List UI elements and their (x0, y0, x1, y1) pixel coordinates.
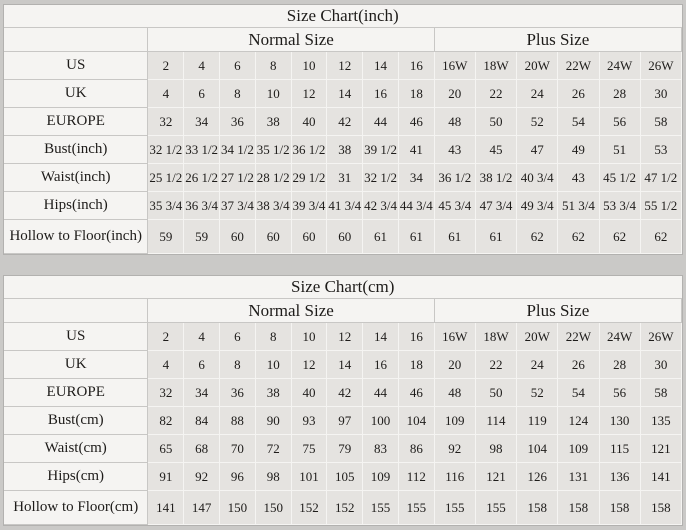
data-cell: 126 (517, 463, 558, 491)
row-header: US (4, 323, 148, 351)
data-cell: 98 (475, 435, 516, 463)
data-cell: 61 (398, 220, 434, 254)
row-header: Hips(inch) (4, 192, 148, 220)
data-cell: 34 (184, 108, 220, 136)
data-cell: 12 (291, 351, 327, 379)
data-cell: 16 (398, 323, 434, 351)
data-cell: 62 (517, 220, 558, 254)
data-cell: 116 (434, 463, 475, 491)
table-title: Size Chart(inch) (4, 5, 682, 28)
table-row (4, 351, 682, 379)
data-cell: 25 1/2 (148, 164, 184, 192)
data-cell: 75 (291, 435, 327, 463)
data-cell: 115 (599, 435, 640, 463)
data-cell: 152 (291, 491, 327, 525)
data-cell: 136 (599, 463, 640, 491)
data-cell: 105 (327, 463, 363, 491)
size-chart-cm-table (4, 276, 682, 525)
data-cell: 8 (255, 323, 291, 351)
data-cell: 48 (434, 108, 475, 136)
data-cell: 22W (558, 323, 599, 351)
table-body (4, 52, 682, 254)
row-header: EUROPE (4, 379, 148, 407)
data-cell: 51 3/4 (558, 192, 599, 220)
data-cell: 47 (517, 136, 558, 164)
data-cell: 4 (148, 80, 184, 108)
data-cell: 53 (640, 136, 681, 164)
data-cell: 8 (255, 52, 291, 80)
data-cell: 6 (220, 323, 256, 351)
data-cell: 51 (599, 136, 640, 164)
data-cell: 91 (148, 463, 184, 491)
data-cell: 62 (599, 220, 640, 254)
data-cell: 18 (398, 80, 434, 108)
data-cell: 44 (363, 379, 399, 407)
data-cell: 58 (640, 108, 681, 136)
data-cell: 36 3/4 (184, 192, 220, 220)
column-groups-row (4, 299, 682, 323)
data-cell: 141 (640, 463, 681, 491)
data-cell: 158 (517, 491, 558, 525)
data-cell: 46 (398, 108, 434, 136)
row-header: UK (4, 80, 148, 108)
table-title: Size Chart(cm) (4, 276, 682, 299)
row-header: Bust(cm) (4, 407, 148, 435)
data-cell: 30 (640, 351, 681, 379)
table-row (4, 323, 682, 351)
data-cell: 38 1/2 (475, 164, 516, 192)
data-cell: 26 (558, 351, 599, 379)
data-cell: 61 (475, 220, 516, 254)
data-cell: 155 (398, 491, 434, 525)
data-cell: 4 (184, 323, 220, 351)
row-header: EUROPE (4, 108, 148, 136)
data-cell: 42 3/4 (363, 192, 399, 220)
data-cell: 58 (640, 379, 681, 407)
row-header: Hips(cm) (4, 463, 148, 491)
data-cell: 100 (363, 407, 399, 435)
data-cell: 20 (434, 80, 475, 108)
data-cell: 84 (184, 407, 220, 435)
data-cell: 39 3/4 (291, 192, 327, 220)
data-cell: 14 (363, 52, 399, 80)
data-cell: 36 1/2 (434, 164, 475, 192)
column-group-plus-size: Plus Size (434, 299, 681, 323)
data-cell: 22 (475, 351, 516, 379)
data-cell: 49 3/4 (517, 192, 558, 220)
table-row (4, 108, 682, 136)
data-cell: 32 (148, 108, 184, 136)
data-cell: 96 (220, 463, 256, 491)
column-groups-row (4, 28, 682, 52)
data-cell: 86 (398, 435, 434, 463)
data-cell: 41 3/4 (327, 192, 363, 220)
data-cell: 20W (517, 323, 558, 351)
row-header: Hollow to Floor(inch) (4, 220, 148, 254)
data-cell: 32 1/2 (363, 164, 399, 192)
column-group-normal-size: Normal Size (148, 299, 434, 323)
data-cell: 22W (558, 52, 599, 80)
corner-cell (4, 28, 148, 52)
data-cell: 10 (255, 351, 291, 379)
data-cell: 36 1/2 (291, 136, 327, 164)
data-cell: 24W (599, 52, 640, 80)
data-cell: 6 (184, 80, 220, 108)
table-body (4, 323, 682, 525)
data-cell: 130 (599, 407, 640, 435)
data-cell: 14 (363, 323, 399, 351)
data-cell: 24 (517, 351, 558, 379)
data-cell: 59 (184, 220, 220, 254)
data-cell: 70 (220, 435, 256, 463)
data-cell: 27 1/2 (220, 164, 256, 192)
data-cell: 28 1/2 (255, 164, 291, 192)
table-row (4, 136, 682, 164)
data-cell: 43 (434, 136, 475, 164)
data-cell: 147 (184, 491, 220, 525)
data-cell: 92 (184, 463, 220, 491)
data-cell: 14 (327, 351, 363, 379)
data-cell: 2 (148, 52, 184, 80)
data-cell: 83 (363, 435, 399, 463)
data-cell: 50 (475, 379, 516, 407)
data-cell: 38 (255, 379, 291, 407)
data-cell: 112 (398, 463, 434, 491)
data-cell: 90 (255, 407, 291, 435)
data-cell: 101 (291, 463, 327, 491)
data-cell: 35 3/4 (148, 192, 184, 220)
size-chart-inch-table (4, 5, 682, 254)
data-cell: 10 (291, 323, 327, 351)
data-cell: 104 (398, 407, 434, 435)
data-cell: 56 (599, 379, 640, 407)
data-cell: 79 (327, 435, 363, 463)
data-cell: 16 (398, 52, 434, 80)
data-cell: 10 (255, 80, 291, 108)
data-cell: 43 (558, 164, 599, 192)
data-cell: 109 (363, 463, 399, 491)
data-cell: 93 (291, 407, 327, 435)
data-cell: 36 (220, 108, 256, 136)
data-cell: 12 (327, 323, 363, 351)
row-header: Waist(inch) (4, 164, 148, 192)
data-cell: 12 (327, 52, 363, 80)
data-cell: 31 (327, 164, 363, 192)
data-cell: 60 (291, 220, 327, 254)
data-cell: 135 (640, 407, 681, 435)
data-cell: 28 (599, 351, 640, 379)
data-cell: 26 1/2 (184, 164, 220, 192)
data-cell: 4 (148, 351, 184, 379)
data-cell: 155 (434, 491, 475, 525)
data-cell: 82 (148, 407, 184, 435)
data-cell: 20 (434, 351, 475, 379)
data-cell: 54 (558, 379, 599, 407)
data-cell: 61 (363, 220, 399, 254)
data-cell: 124 (558, 407, 599, 435)
data-cell: 24 (517, 80, 558, 108)
data-cell: 45 (475, 136, 516, 164)
data-cell: 155 (475, 491, 516, 525)
data-cell: 52 (517, 108, 558, 136)
data-cell: 119 (517, 407, 558, 435)
data-cell: 114 (475, 407, 516, 435)
data-cell: 40 (291, 379, 327, 407)
data-cell: 88 (220, 407, 256, 435)
data-cell: 26W (640, 52, 681, 80)
data-cell: 2 (148, 323, 184, 351)
data-cell: 109 (558, 435, 599, 463)
data-cell: 48 (434, 379, 475, 407)
data-cell: 55 1/2 (640, 192, 681, 220)
data-cell: 18W (475, 323, 516, 351)
table-row (4, 463, 682, 491)
data-cell: 121 (640, 435, 681, 463)
data-cell: 22 (475, 80, 516, 108)
data-cell: 40 (291, 108, 327, 136)
table-row (4, 407, 682, 435)
data-cell: 47 3/4 (475, 192, 516, 220)
data-cell: 155 (363, 491, 399, 525)
data-cell: 38 (255, 108, 291, 136)
data-cell: 42 (327, 108, 363, 136)
data-cell: 49 (558, 136, 599, 164)
data-cell: 38 3/4 (255, 192, 291, 220)
data-cell: 158 (558, 491, 599, 525)
data-cell: 59 (148, 220, 184, 254)
data-cell: 60 (255, 220, 291, 254)
data-cell: 24W (599, 323, 640, 351)
table-row (4, 491, 682, 525)
data-cell: 158 (599, 491, 640, 525)
row-header: Waist(cm) (4, 435, 148, 463)
data-cell: 32 (148, 379, 184, 407)
data-cell: 98 (255, 463, 291, 491)
data-cell: 6 (184, 351, 220, 379)
data-cell: 44 3/4 (398, 192, 434, 220)
data-cell: 38 (327, 136, 363, 164)
data-cell: 16 (363, 351, 399, 379)
data-cell: 16W (434, 52, 475, 80)
data-cell: 45 1/2 (599, 164, 640, 192)
data-cell: 56 (599, 108, 640, 136)
data-cell: 41 (398, 136, 434, 164)
data-cell: 150 (255, 491, 291, 525)
table-title-row (4, 5, 682, 28)
data-cell: 45 3/4 (434, 192, 475, 220)
data-cell: 34 (398, 164, 434, 192)
data-cell: 158 (640, 491, 681, 525)
table-row (4, 435, 682, 463)
data-cell: 16W (434, 323, 475, 351)
data-cell: 50 (475, 108, 516, 136)
data-cell: 46 (398, 379, 434, 407)
data-cell: 32 1/2 (148, 136, 184, 164)
data-cell: 14 (327, 80, 363, 108)
data-cell: 18 (398, 351, 434, 379)
table-row (4, 192, 682, 220)
corner-cell (4, 299, 148, 323)
data-cell: 35 1/2 (255, 136, 291, 164)
data-cell: 62 (640, 220, 681, 254)
data-cell: 62 (558, 220, 599, 254)
data-cell: 60 (220, 220, 256, 254)
data-cell: 121 (475, 463, 516, 491)
data-cell: 30 (640, 80, 681, 108)
table-row (4, 52, 682, 80)
data-cell: 39 1/2 (363, 136, 399, 164)
data-cell: 18W (475, 52, 516, 80)
data-cell: 29 1/2 (291, 164, 327, 192)
data-cell: 34 (184, 379, 220, 407)
data-cell: 10 (291, 52, 327, 80)
data-cell: 42 (327, 379, 363, 407)
column-group-normal-size: Normal Size (148, 28, 434, 52)
data-cell: 97 (327, 407, 363, 435)
data-cell: 141 (148, 491, 184, 525)
column-group-plus-size: Plus Size (434, 28, 681, 52)
data-cell: 16 (363, 80, 399, 108)
data-cell: 72 (255, 435, 291, 463)
table-title-row (4, 276, 682, 299)
table-row (4, 220, 682, 254)
data-cell: 54 (558, 108, 599, 136)
table-row (4, 164, 682, 192)
data-cell: 37 3/4 (220, 192, 256, 220)
data-cell: 61 (434, 220, 475, 254)
size-chart-cm-block (3, 275, 683, 526)
data-cell: 26 (558, 80, 599, 108)
data-cell: 26W (640, 323, 681, 351)
table-row (4, 379, 682, 407)
data-cell: 53 3/4 (599, 192, 640, 220)
size-chart-inch-block (3, 4, 683, 255)
data-cell: 152 (327, 491, 363, 525)
data-cell: 33 1/2 (184, 136, 220, 164)
data-cell: 44 (363, 108, 399, 136)
table-row (4, 80, 682, 108)
data-cell: 109 (434, 407, 475, 435)
data-cell: 131 (558, 463, 599, 491)
data-cell: 60 (327, 220, 363, 254)
data-cell: 47 1/2 (640, 164, 681, 192)
data-cell: 8 (220, 80, 256, 108)
data-cell: 150 (220, 491, 256, 525)
data-cell: 20W (517, 52, 558, 80)
data-cell: 34 1/2 (220, 136, 256, 164)
data-cell: 28 (599, 80, 640, 108)
data-cell: 6 (220, 52, 256, 80)
row-header: Bust(inch) (4, 136, 148, 164)
row-header: UK (4, 351, 148, 379)
data-cell: 12 (291, 80, 327, 108)
data-cell: 104 (517, 435, 558, 463)
row-header: Hollow to Floor(cm) (4, 491, 148, 525)
row-header: US (4, 52, 148, 80)
data-cell: 65 (148, 435, 184, 463)
data-cell: 36 (220, 379, 256, 407)
data-cell: 8 (220, 351, 256, 379)
data-cell: 4 (184, 52, 220, 80)
data-cell: 68 (184, 435, 220, 463)
data-cell: 40 3/4 (517, 164, 558, 192)
data-cell: 52 (517, 379, 558, 407)
data-cell: 92 (434, 435, 475, 463)
